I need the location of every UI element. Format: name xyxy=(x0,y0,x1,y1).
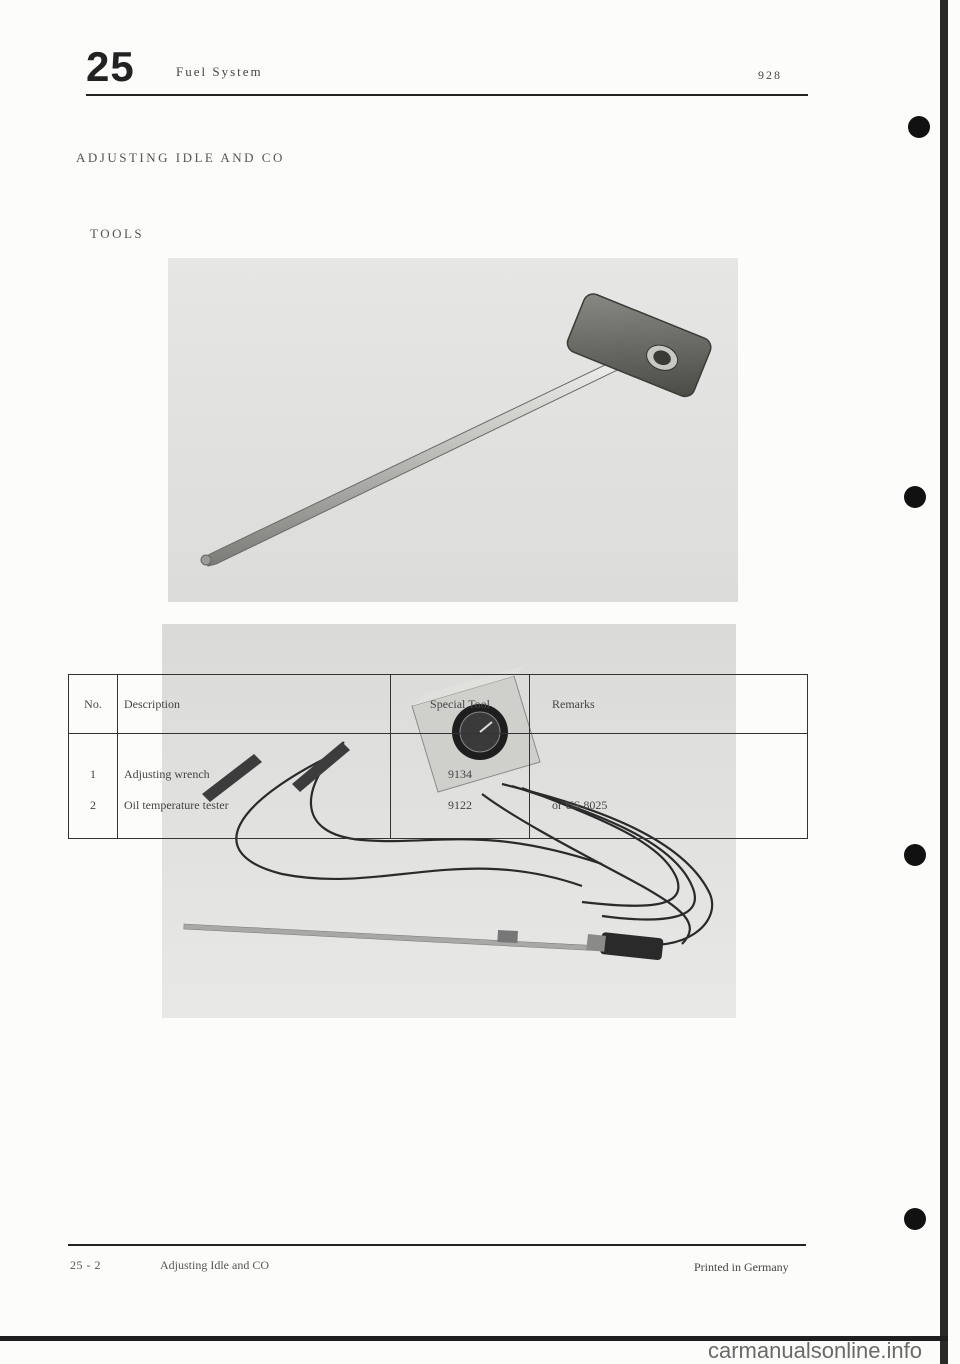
watermark: carmanualsonline.info xyxy=(708,1338,923,1363)
page-heading: ADJUSTING IDLE AND CO xyxy=(76,150,285,165)
footer-printed-in: Printed in Germany xyxy=(694,1260,789,1274)
binder-hole-mark xyxy=(904,844,926,866)
table-header-row xyxy=(69,675,808,734)
table-row xyxy=(69,734,808,789)
model-number: 928 xyxy=(758,68,782,82)
footer-title: Adjusting Idle and CO xyxy=(160,1258,269,1272)
row-remarks: or US 8025 xyxy=(530,788,808,839)
column-header-special-tool: Special Tool xyxy=(391,675,530,734)
section-number: 25 xyxy=(86,43,135,90)
footer-page-number: 25 - 2 xyxy=(70,1258,101,1272)
tools-heading: TOOLS xyxy=(90,226,145,241)
special-tools-table xyxy=(68,674,808,839)
row-remarks xyxy=(530,734,808,789)
adjusting-wrench-photo xyxy=(168,258,738,602)
header-rule xyxy=(86,94,808,96)
row-description: Oil temperature tester xyxy=(118,788,391,839)
row-number: 1 xyxy=(69,734,118,789)
footer-rule xyxy=(68,1244,806,1246)
column-header-remarks: Remarks xyxy=(530,675,808,734)
binder-hole-mark xyxy=(904,1208,926,1230)
page-edge-shadow xyxy=(940,0,948,1364)
row-number: 2 xyxy=(69,788,118,839)
section-title: Fuel System xyxy=(176,64,263,79)
row-special-tool: 9122 xyxy=(391,788,530,839)
column-header-description: Description xyxy=(118,675,391,734)
row-special-tool: 9134 xyxy=(391,734,530,789)
temperature-probe xyxy=(184,924,664,960)
binder-hole-mark xyxy=(904,486,926,508)
column-header-no: No. xyxy=(69,675,118,734)
row-description: Adjusting wrench xyxy=(118,734,391,789)
adjusting-wrench-illustration xyxy=(168,258,738,602)
binder-hole-mark xyxy=(908,116,930,138)
table-row xyxy=(69,788,808,839)
